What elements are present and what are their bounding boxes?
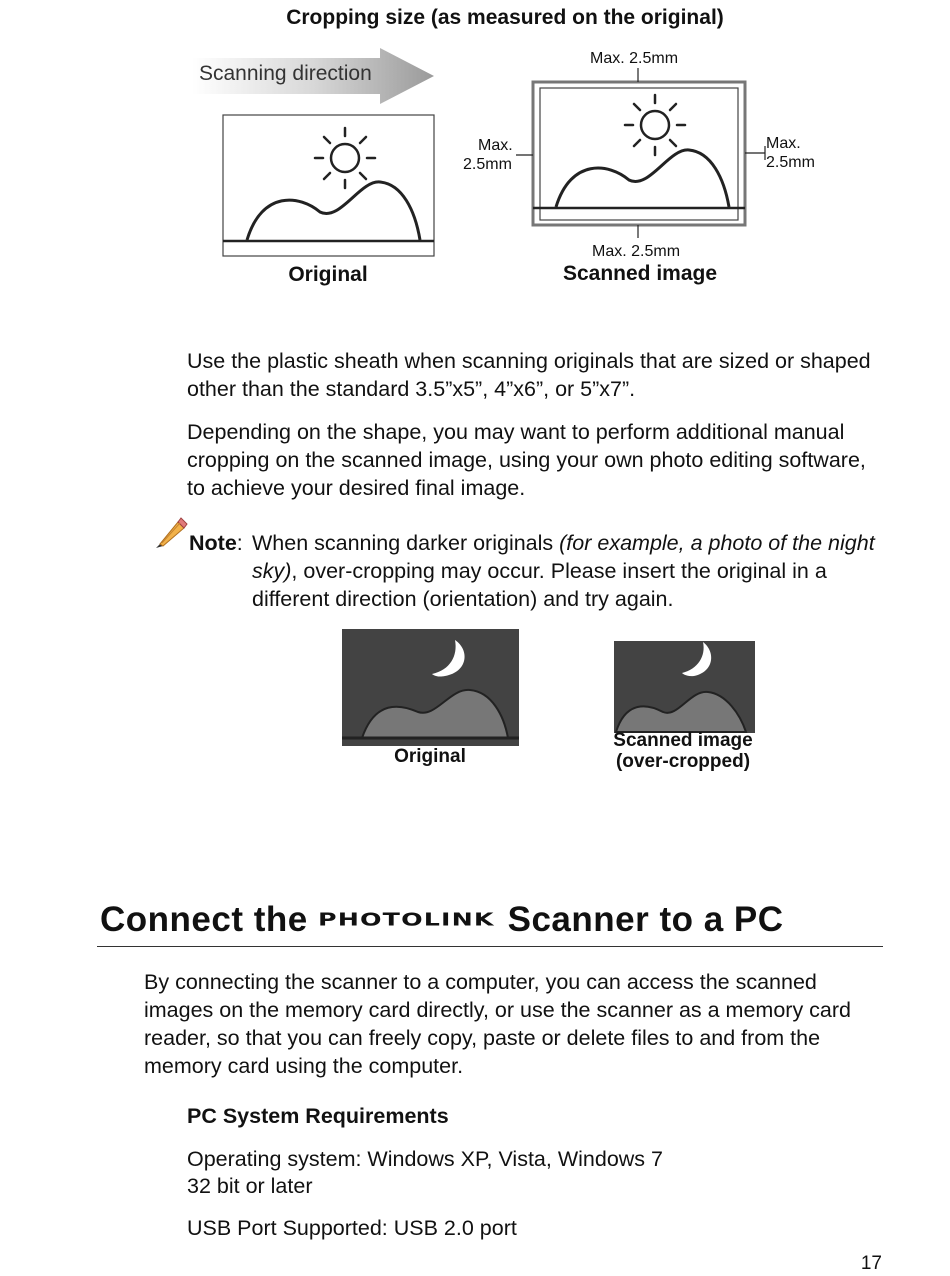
crop-label-top: Max. 2.5mm (590, 50, 679, 67)
note-label: Note: (189, 531, 243, 555)
crop-label-bottom: Max. 2.5mm (592, 243, 681, 260)
pencil-icon (154, 514, 188, 550)
original-photo-illustration (223, 115, 434, 256)
usb-requirement: USB Port Supported: USB 2.0 port (187, 1216, 517, 1240)
scanning-direction-label: Scanning direction (199, 62, 372, 85)
crop-label-right-line2: 2.5mm (766, 154, 815, 171)
crop-label-left-line1: Max. (478, 137, 513, 154)
heading-divider (97, 946, 883, 947)
figure-title: Cropping size (as measured on the original) (286, 6, 724, 29)
section-heading: Connect the PHOTOLINK Scanner to a PC (100, 900, 784, 939)
os-requirement-line2: 32 bit or later (187, 1174, 313, 1198)
caption-scanned-image: Scanned image (562, 262, 718, 285)
night-original-illustration (342, 629, 519, 746)
page-number: 17 (860, 1253, 882, 1274)
scanned-photo-illustration (516, 68, 765, 238)
crop-label-left-line2: 2.5mm (463, 156, 512, 173)
night-caption-original: Original (394, 746, 466, 767)
night-scanned-illustration (614, 641, 755, 733)
crop-label-right-line1: Max. (766, 135, 801, 152)
caption-original: Original (288, 263, 368, 286)
night-sky-diagram (0, 620, 950, 760)
note-text: When scanning darker originals (for example, a photo of the night sky), over-cropping may occur. Please insert the original in a different direction (orientation) and try again. (252, 531, 875, 611)
cropping-diagram (0, 0, 950, 300)
paragraph-plastic-sheath: Use the plastic sheath when scanning originals that are sized or shaped other than the standard 3.5”x5”, 4”x6”, or 5”x7”. (187, 349, 871, 401)
photolink-logo: PHOTOLINK (317, 910, 495, 931)
os-requirement-line1: Operating system: Windows XP, Vista, Windows 7 (187, 1147, 663, 1171)
requirements-title: PC System Requirements (187, 1104, 449, 1128)
night-caption-scanned: Scanned image (over-cropped) (613, 730, 753, 772)
section-intro: By connecting the scanner to a computer, you can access the scanned images on the memory card directly, or use the scanner as a memory card reader, so that you can freely copy, paste or delete files to and from the memory card using the computer. (144, 970, 852, 1078)
paragraph-manual-cropping: Depending on the shape, you may want to perform additional manual cropping on the scanned image, using your own photo editing software, to achieve your desired final image. (187, 420, 866, 500)
